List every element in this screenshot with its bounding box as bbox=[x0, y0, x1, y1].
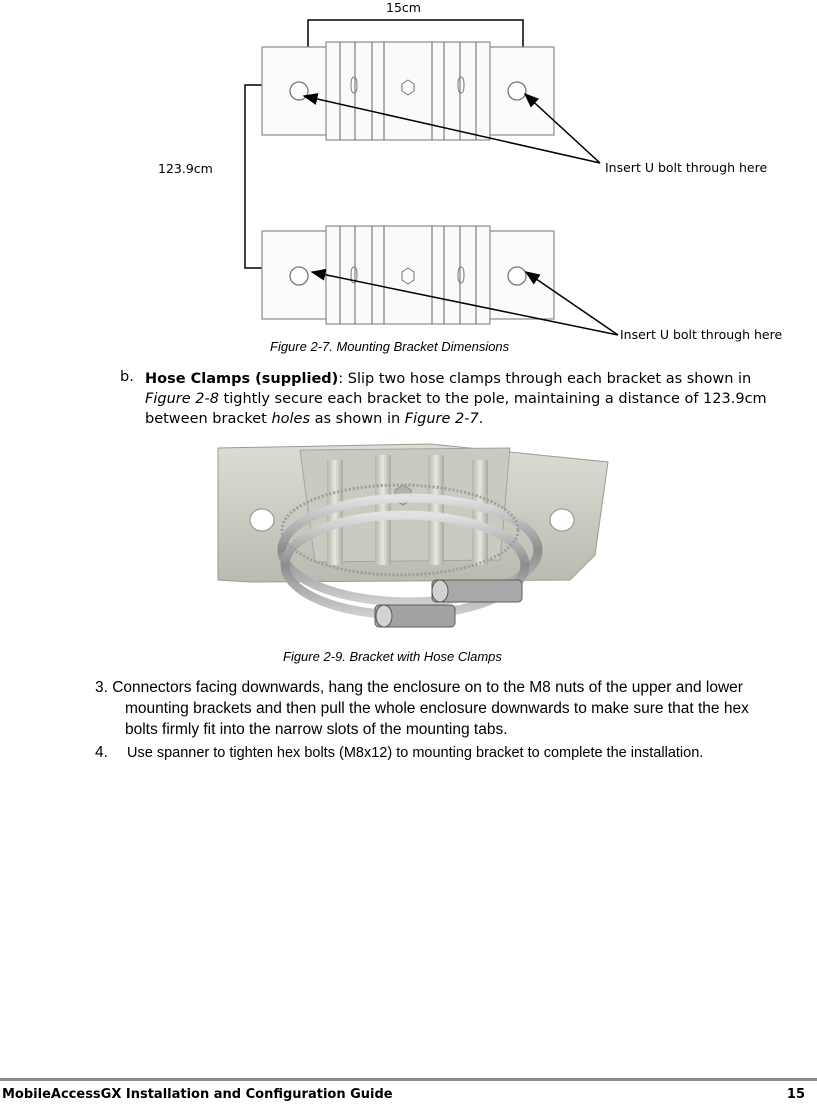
figure-2-8-reference[interactable]: Figure 2-8 bbox=[145, 391, 219, 407]
step-3-line-1: 3. Connectors facing downwards, hang the enclosure on to the M8 nuts of the upper and lower bbox=[95, 679, 743, 696]
holes-emphasis: holes bbox=[271, 411, 311, 427]
item-b-text-5: . bbox=[478, 411, 484, 427]
item-b-title: Hose Clamps (supplied) bbox=[145, 371, 339, 387]
page-number: 15 bbox=[786, 1087, 805, 1102]
callout-label-bottom: Insert U bolt through here bbox=[620, 327, 783, 342]
footer-guide-title: MobileAccessGX Installation and Configuration Guide bbox=[2, 1087, 393, 1102]
step-4-number: 4. bbox=[95, 744, 108, 761]
top-bracket-drawing bbox=[262, 42, 554, 140]
footer-divider bbox=[0, 1078, 817, 1081]
bracket-with-hose-clamps-photo bbox=[200, 440, 620, 640]
item-b-marker: b. bbox=[120, 369, 134, 385]
step-4-text: Use spanner to tighten hex bolts (M8x12) to mounting bracket to complete the installation. bbox=[127, 745, 704, 761]
item-b-text-2: tightly secure each bracket to the pole, maintaining a distance of 123.9cm bbox=[218, 391, 767, 407]
item-b-text-3: between bracket bbox=[145, 411, 272, 427]
callout-label-top: Insert U bolt through here bbox=[605, 160, 768, 175]
item-b-text-4: as shown in bbox=[310, 411, 405, 427]
figure-2-7-caption: Figure 2-7. Mounting Bracket Dimensions bbox=[270, 339, 510, 354]
figure-2-7-reference[interactable]: Figure 2-7 bbox=[404, 411, 479, 427]
item-b-text-1: : Slip two hose clamps through each bracket as shown in bbox=[338, 371, 752, 387]
figure-2-9-caption: Figure 2-9. Bracket with Hose Clamps bbox=[283, 649, 502, 664]
item-b-paragraph bbox=[145, 369, 805, 429]
step-3-line-2: mounting brackets and then pull the whole enclosure downwards to make sure that the hex bbox=[125, 700, 749, 717]
dimension-label-15cm: 15cm bbox=[386, 0, 421, 15]
dimension-label-123-9cm: 123.9cm bbox=[158, 161, 213, 176]
step-3-line-3: bolts firmly fit into the narrow slots of the mounting tabs. bbox=[125, 721, 508, 738]
bottom-bracket-drawing bbox=[262, 226, 554, 324]
